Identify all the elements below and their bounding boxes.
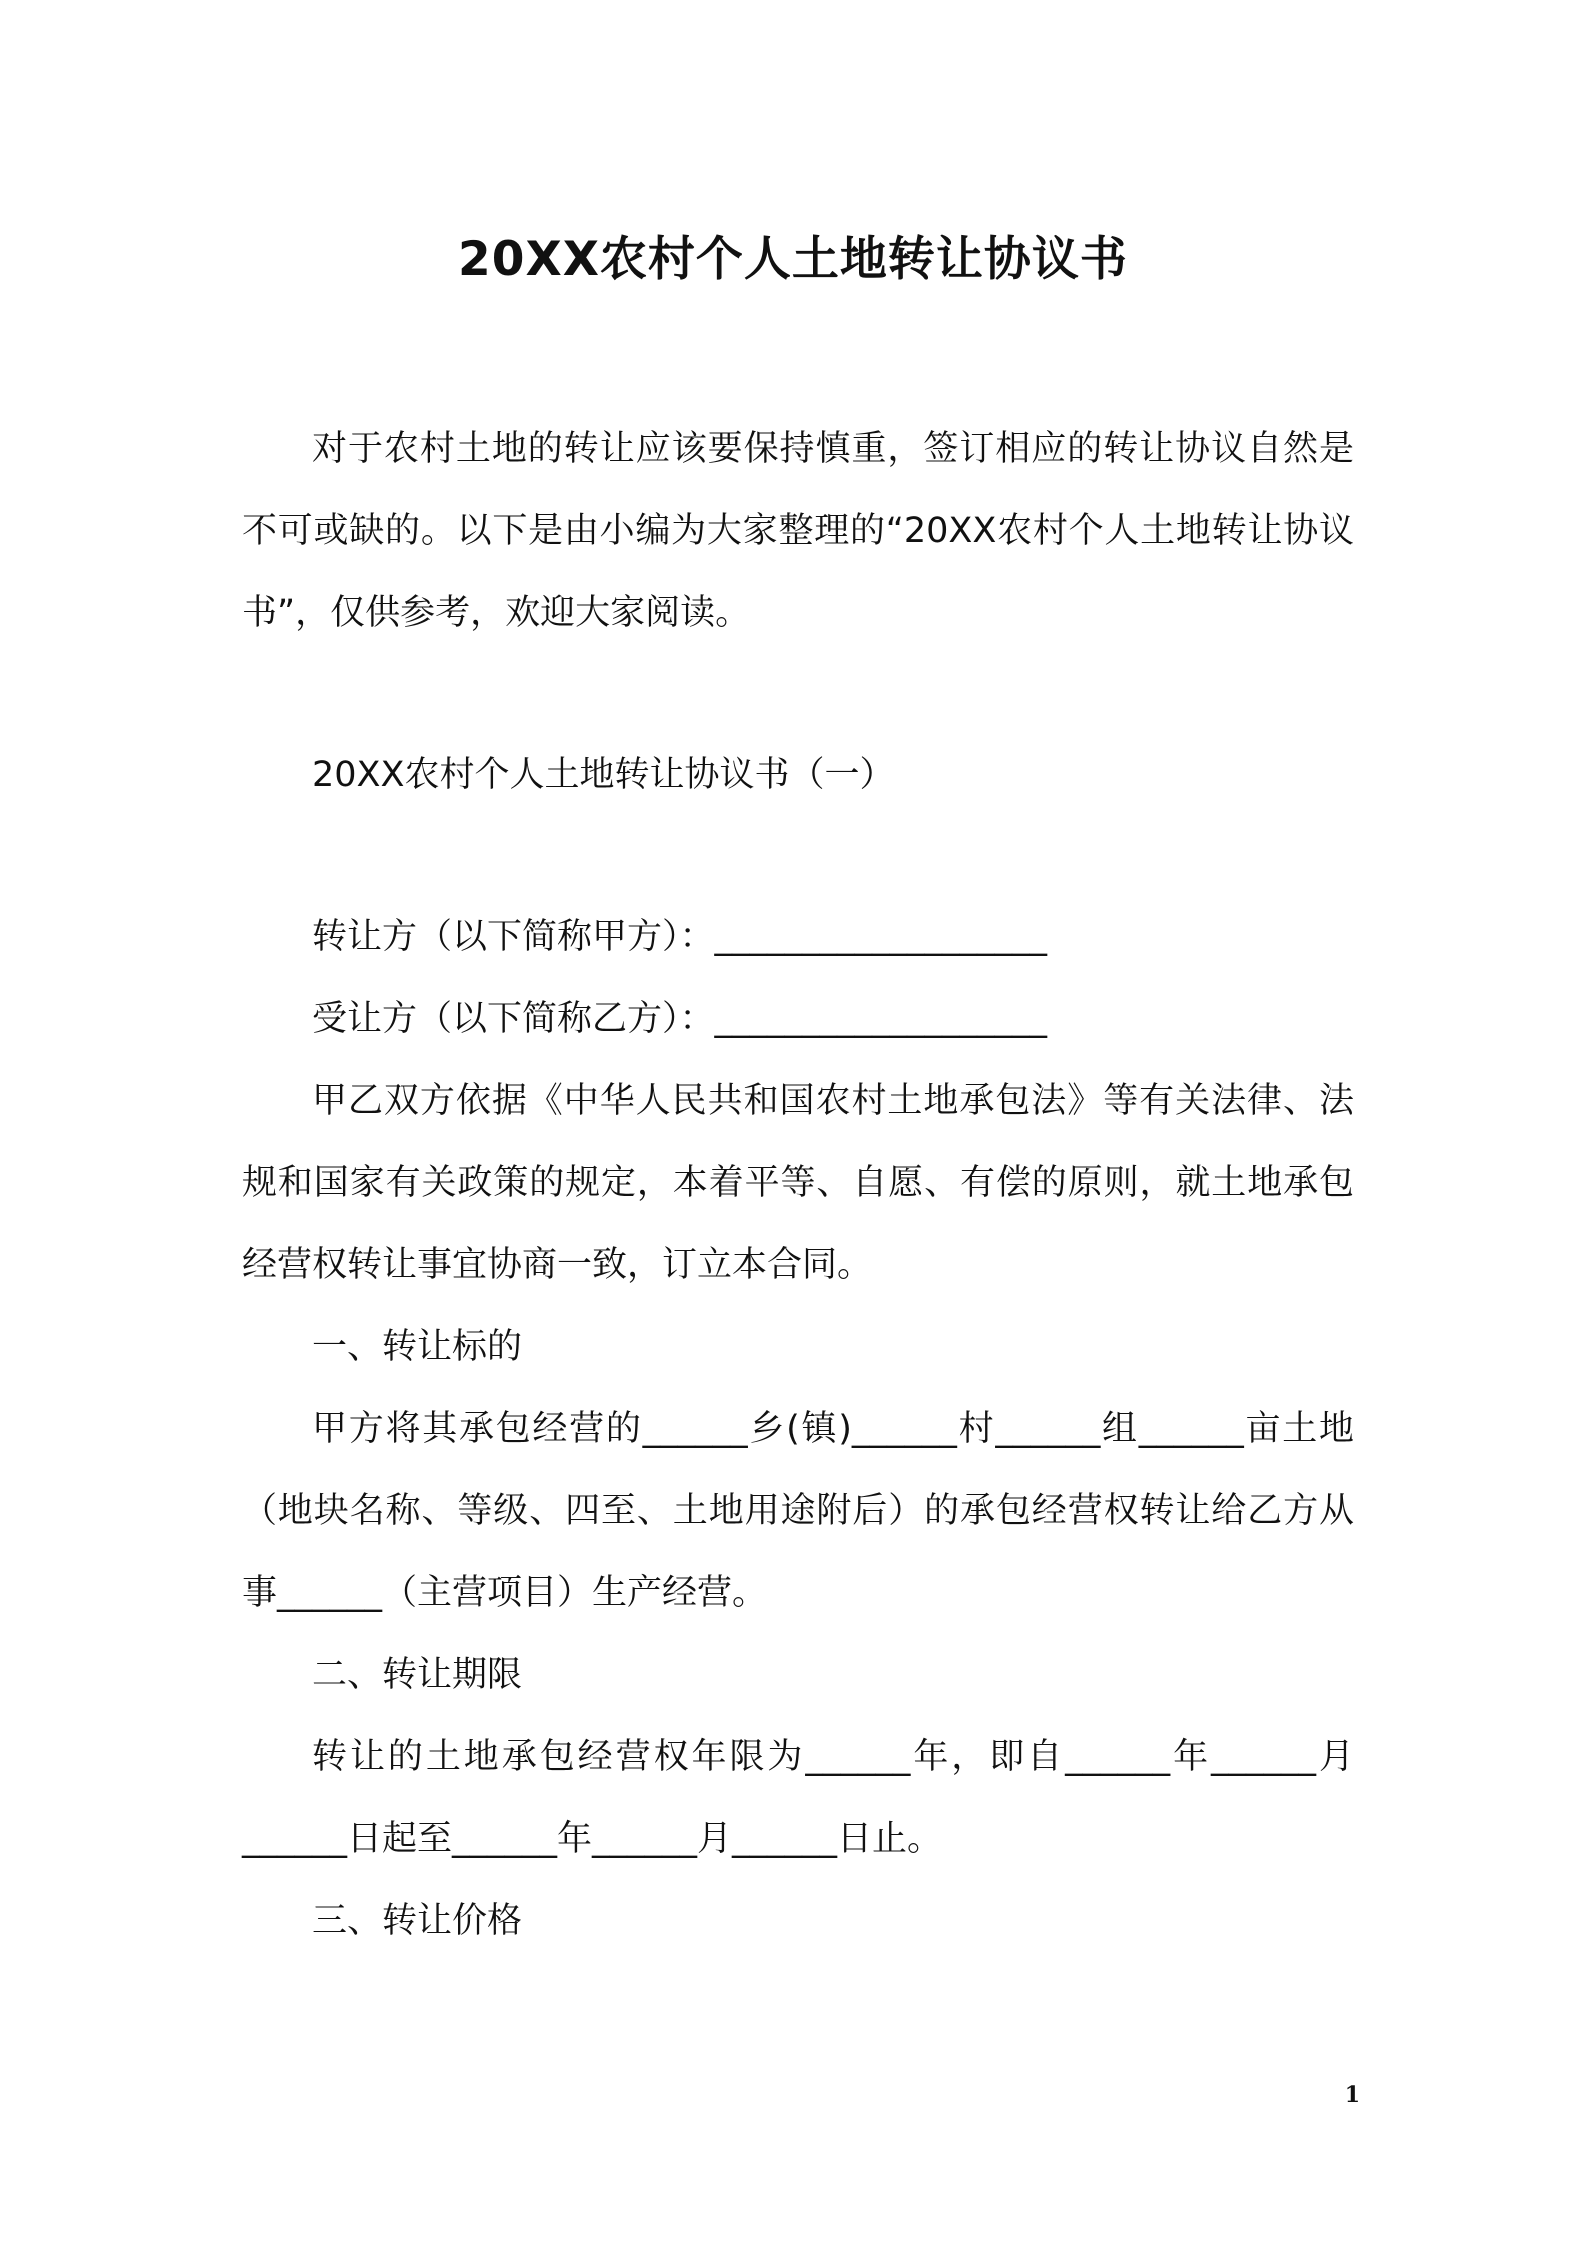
- section-title: 20XX农村个人土地转让协议书（一）: [312, 755, 895, 795]
- spacer: [242, 816, 1354, 896]
- clause-1-text: 甲方将其承包经营的______乡(镇)______村______组______亩土地（地块名称、等级、四至、土地用途附后）的承包经营权转让给乙方从事______（主营项目）生产经营。: [242, 1409, 1354, 1613]
- clause-1-heading: 一、转让标的: [312, 1327, 523, 1367]
- spacer: [242, 654, 1354, 734]
- document-body: [242, 408, 1354, 1962]
- clause-2-text: 转让的土地承包经营权年限为______年，即自______年______月______日起至______年______月______日止。: [242, 1737, 1354, 1859]
- page-number: 1: [1344, 2082, 1360, 2108]
- transferor-line: 转让方（以下简称甲方）：___________________: [312, 917, 1048, 957]
- clause-3-heading: 三、转让价格: [312, 1901, 523, 1941]
- intro-paragraph: 对于农村土地的转让应该要保持慎重，签订相应的转让协议自然是不可或缺的。以下是由小编为大家整理的“20XX农村个人土地转让协议书”，仅供参考，欢迎大家阅读。: [242, 429, 1354, 633]
- preamble-paragraph: 甲乙双方依据《中华人民共和国农村土地承包法》等有关法律、法规和国家有关政策的规定，本着平等、自愿、有偿的原则，就土地承包经营权转让事宜协商一致，订立本合同。: [242, 1081, 1354, 1285]
- document-title: 20XX农村个人土地转让协议书: [458, 232, 1128, 287]
- clause-2-heading: 二、转让期限: [312, 1655, 523, 1695]
- transferee-line: 受让方（以下简称乙方）：___________________: [312, 999, 1048, 1039]
